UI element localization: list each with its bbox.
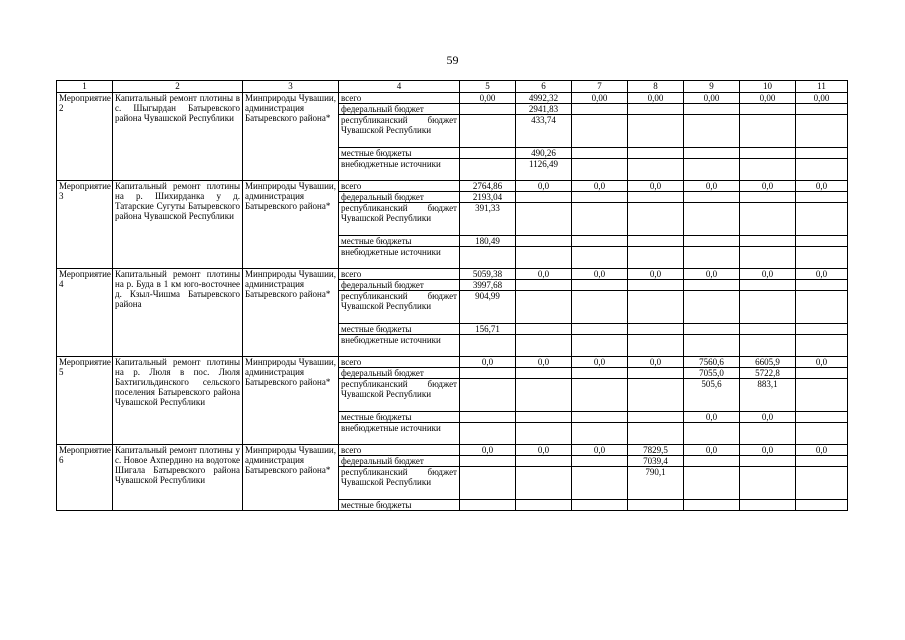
value-cell — [796, 104, 848, 115]
value-cell — [628, 159, 684, 181]
column-header: 7 — [572, 81, 628, 93]
column-header: 5 — [460, 81, 516, 93]
value-cell — [740, 203, 796, 236]
value-cell — [684, 456, 740, 467]
value-cell — [740, 280, 796, 291]
value-cell — [796, 500, 848, 511]
value-cell: 0,0 — [628, 357, 684, 368]
source-cell: внебюджетные источники — [339, 159, 460, 181]
value-cell — [460, 115, 516, 148]
budget-table — [56, 80, 848, 511]
table-row — [57, 181, 848, 192]
value-cell — [628, 291, 684, 324]
value-cell — [684, 500, 740, 511]
name-cell: Капитальный ремонт плотины в с. Шыгырдан Батыревского района Чувашской Республики — [113, 93, 243, 181]
value-cell: 883,1 — [740, 379, 796, 412]
value-cell: 0,00 — [796, 93, 848, 104]
value-cell — [572, 203, 628, 236]
source-cell: местные бюджеты — [339, 412, 460, 423]
value-cell — [628, 412, 684, 423]
source-cell: республиканский бюджет Чувашской Республики — [339, 203, 460, 236]
value-cell: 156,71 — [460, 324, 516, 335]
value-cell — [516, 247, 572, 269]
event-cell: Мероприятие 6 — [57, 445, 113, 511]
column-header: 9 — [684, 81, 740, 93]
source-cell: всего — [339, 357, 460, 368]
value-cell: 7560,6 — [684, 357, 740, 368]
table-row — [57, 269, 848, 280]
value-cell — [516, 192, 572, 203]
value-cell — [516, 456, 572, 467]
table-body — [57, 81, 848, 511]
value-cell: 2764,86 — [460, 181, 516, 192]
value-cell — [628, 115, 684, 148]
column-header: 6 — [516, 81, 572, 93]
value-cell — [516, 423, 572, 445]
value-cell — [572, 159, 628, 181]
page-number: 59 — [446, 53, 459, 67]
value-cell: 0,0 — [740, 181, 796, 192]
table-row — [57, 357, 848, 368]
source-cell: республиканский бюджет Чувашской Республики — [339, 467, 460, 500]
name-cell: Капитальный ремонт плотины на р. Шихирданка у д. Татарские Сугуты Батыревского района Чувашской Республики — [113, 181, 243, 269]
value-cell — [796, 236, 848, 247]
value-cell: 3997,68 — [460, 280, 516, 291]
value-cell — [796, 379, 848, 412]
value-cell — [460, 159, 516, 181]
value-cell: 0,0 — [740, 412, 796, 423]
value-cell — [572, 500, 628, 511]
value-cell — [572, 192, 628, 203]
executor-cell: Минприроды Чувашии, администрация Батыревского района* — [243, 181, 339, 269]
event-cell: Мероприятие 3 — [57, 181, 113, 269]
value-cell — [740, 115, 796, 148]
source-cell: всего — [339, 181, 460, 192]
event-cell: Мероприятие 5 — [57, 357, 113, 445]
value-cell: 4992,32 — [516, 93, 572, 104]
value-cell: 0,0 — [516, 357, 572, 368]
value-cell: 391,33 — [460, 203, 516, 236]
value-cell: 0,0 — [684, 412, 740, 423]
value-cell: 2193,04 — [460, 192, 516, 203]
value-cell: 0,00 — [572, 93, 628, 104]
value-cell — [516, 324, 572, 335]
value-cell: 0,0 — [684, 181, 740, 192]
value-cell: 0,0 — [684, 269, 740, 280]
value-cell — [572, 115, 628, 148]
value-cell — [740, 159, 796, 181]
value-cell — [684, 203, 740, 236]
value-cell — [516, 280, 572, 291]
value-cell — [628, 335, 684, 357]
value-cell — [796, 412, 848, 423]
source-cell: федеральный бюджет — [339, 280, 460, 291]
source-cell: внебюджетные источники — [339, 335, 460, 357]
value-cell — [572, 324, 628, 335]
value-cell — [628, 148, 684, 159]
source-cell: всего — [339, 93, 460, 104]
value-cell — [740, 291, 796, 324]
value-cell: 0,00 — [628, 93, 684, 104]
value-cell: 1126,49 — [516, 159, 572, 181]
value-cell — [460, 368, 516, 379]
name-cell: Капитальный ремонт плотины у с. Новое Ахпердино на водотоке Шигала Батыревского района Чувашской Республики — [113, 445, 243, 511]
source-cell: местные бюджеты — [339, 324, 460, 335]
value-cell — [684, 423, 740, 445]
value-cell — [796, 203, 848, 236]
value-cell — [572, 280, 628, 291]
value-cell: 0,0 — [740, 445, 796, 456]
value-cell — [572, 247, 628, 269]
value-cell — [796, 291, 848, 324]
source-cell: внебюджетные источники — [339, 423, 460, 445]
value-cell — [796, 148, 848, 159]
value-cell — [516, 203, 572, 236]
source-cell: республиканский бюджет Чувашской Республики — [339, 291, 460, 324]
value-cell — [740, 236, 796, 247]
source-cell: местные бюджеты — [339, 236, 460, 247]
value-cell — [684, 291, 740, 324]
value-cell — [740, 456, 796, 467]
column-header: 1 — [57, 81, 113, 93]
value-cell — [628, 379, 684, 412]
value-cell — [460, 467, 516, 500]
value-cell: 505,6 — [684, 379, 740, 412]
source-cell: федеральный бюджет — [339, 192, 460, 203]
source-cell: республиканский бюджет Чувашской Республики — [339, 115, 460, 148]
value-cell — [740, 335, 796, 357]
value-cell: 0,0 — [796, 357, 848, 368]
value-cell: 0,0 — [796, 445, 848, 456]
value-cell — [572, 236, 628, 247]
value-cell — [740, 467, 796, 500]
column-header: 11 — [796, 81, 848, 93]
value-cell: 0,0 — [740, 269, 796, 280]
value-cell — [460, 379, 516, 412]
value-cell — [516, 291, 572, 324]
value-cell — [740, 247, 796, 269]
name-cell: Капитальный ремонт плотины на р. Буда в 1 км юго-восточнее д. Кзыл-Чишма Батыревского района — [113, 269, 243, 357]
value-cell — [516, 236, 572, 247]
header-row — [57, 81, 848, 93]
value-cell: 5722,8 — [740, 368, 796, 379]
value-cell — [628, 104, 684, 115]
column-header: 2 — [113, 81, 243, 93]
value-cell — [628, 203, 684, 236]
value-cell — [796, 324, 848, 335]
source-cell: республиканский бюджет Чувашской Республики — [339, 379, 460, 412]
value-cell: 5059,38 — [460, 269, 516, 280]
value-cell — [516, 412, 572, 423]
table-row — [57, 445, 848, 456]
value-cell: 0,0 — [628, 269, 684, 280]
value-cell — [628, 280, 684, 291]
value-cell: 0,0 — [516, 181, 572, 192]
executor-cell: Минприроды Чувашии, администрация Батыревского района* — [243, 357, 339, 445]
value-cell — [796, 467, 848, 500]
value-cell — [684, 104, 740, 115]
value-cell: 0,0 — [572, 269, 628, 280]
value-cell: 7829,5 — [628, 445, 684, 456]
source-cell: федеральный бюджет — [339, 456, 460, 467]
source-cell: всего — [339, 445, 460, 456]
value-cell — [796, 368, 848, 379]
column-header: 3 — [243, 81, 339, 93]
value-cell — [628, 324, 684, 335]
value-cell: 0,00 — [684, 93, 740, 104]
value-cell — [740, 192, 796, 203]
value-cell — [684, 247, 740, 269]
value-cell: 7039,4 — [628, 456, 684, 467]
value-cell — [684, 115, 740, 148]
value-cell: 433,74 — [516, 115, 572, 148]
value-cell — [516, 467, 572, 500]
value-cell — [572, 148, 628, 159]
value-cell — [572, 412, 628, 423]
value-cell — [684, 280, 740, 291]
value-cell: 2941,83 — [516, 104, 572, 115]
source-cell: федеральный бюджет — [339, 368, 460, 379]
value-cell — [796, 423, 848, 445]
value-cell — [460, 335, 516, 357]
value-cell — [628, 247, 684, 269]
value-cell: 0,0 — [460, 445, 516, 456]
value-cell: 0,0 — [516, 445, 572, 456]
value-cell: 0,0 — [796, 269, 848, 280]
value-cell: 6605,9 — [740, 357, 796, 368]
value-cell — [516, 335, 572, 357]
value-cell — [796, 456, 848, 467]
value-cell — [684, 236, 740, 247]
value-cell: 490,26 — [516, 148, 572, 159]
value-cell — [684, 192, 740, 203]
value-cell: 0,0 — [684, 445, 740, 456]
value-cell — [460, 456, 516, 467]
value-cell — [572, 467, 628, 500]
value-cell — [740, 104, 796, 115]
value-cell — [572, 104, 628, 115]
value-cell — [684, 335, 740, 357]
value-cell — [516, 379, 572, 412]
value-cell — [684, 467, 740, 500]
event-cell: Мероприятие 2 — [57, 93, 113, 181]
value-cell — [572, 368, 628, 379]
value-cell: 0,0 — [628, 181, 684, 192]
source-cell: местные бюджеты — [339, 148, 460, 159]
column-header: 10 — [740, 81, 796, 93]
value-cell — [516, 368, 572, 379]
value-cell: 0,0 — [572, 357, 628, 368]
value-cell: 0,0 — [460, 357, 516, 368]
value-cell — [796, 192, 848, 203]
value-cell: 180,49 — [460, 236, 516, 247]
source-cell: всего — [339, 269, 460, 280]
value-cell — [572, 291, 628, 324]
name-cell: Капитальный ремонт плотины на р. Люля в пос. Люля Бахтигильдинского сельского поселения Батыревского района Чувашской Республики — [113, 357, 243, 445]
value-cell: 0,0 — [572, 181, 628, 192]
value-cell: 904,99 — [460, 291, 516, 324]
value-cell — [740, 324, 796, 335]
value-cell — [572, 456, 628, 467]
value-cell — [684, 159, 740, 181]
value-cell — [572, 423, 628, 445]
value-cell — [796, 115, 848, 148]
value-cell — [740, 500, 796, 511]
value-cell: 0,0 — [572, 445, 628, 456]
executor-cell: Минприроды Чувашии, администрация Батыревского района* — [243, 93, 339, 181]
value-cell — [572, 335, 628, 357]
value-cell: 0,0 — [796, 181, 848, 192]
value-cell: 790,1 — [628, 467, 684, 500]
value-cell: 0,00 — [740, 93, 796, 104]
value-cell — [516, 500, 572, 511]
event-cell: Мероприятие 4 — [57, 269, 113, 357]
value-cell — [460, 500, 516, 511]
executor-cell: Минприроды Чувашии, администрация Батыревского района* — [243, 445, 339, 511]
value-cell — [460, 148, 516, 159]
source-cell: местные бюджеты — [339, 500, 460, 511]
value-cell — [628, 236, 684, 247]
value-cell — [684, 324, 740, 335]
value-cell — [628, 368, 684, 379]
value-cell — [460, 104, 516, 115]
column-header: 4 — [339, 81, 460, 93]
value-cell — [572, 379, 628, 412]
value-cell — [796, 280, 848, 291]
source-cell: федеральный бюджет — [339, 104, 460, 115]
value-cell — [460, 423, 516, 445]
value-cell: 0,00 — [460, 93, 516, 104]
value-cell — [684, 148, 740, 159]
table-row — [57, 93, 848, 104]
value-cell — [460, 247, 516, 269]
source-cell: внебюджетные источники — [339, 247, 460, 269]
column-header: 8 — [628, 81, 684, 93]
value-cell — [740, 423, 796, 445]
value-cell — [460, 412, 516, 423]
executor-cell: Минприроды Чувашии, администрация Батыревского района* — [243, 269, 339, 357]
value-cell — [740, 148, 796, 159]
value-cell — [796, 247, 848, 269]
value-cell — [628, 423, 684, 445]
value-cell — [628, 500, 684, 511]
value-cell — [796, 159, 848, 181]
value-cell — [628, 192, 684, 203]
value-cell — [796, 335, 848, 357]
value-cell: 7055,0 — [684, 368, 740, 379]
value-cell: 0,0 — [516, 269, 572, 280]
